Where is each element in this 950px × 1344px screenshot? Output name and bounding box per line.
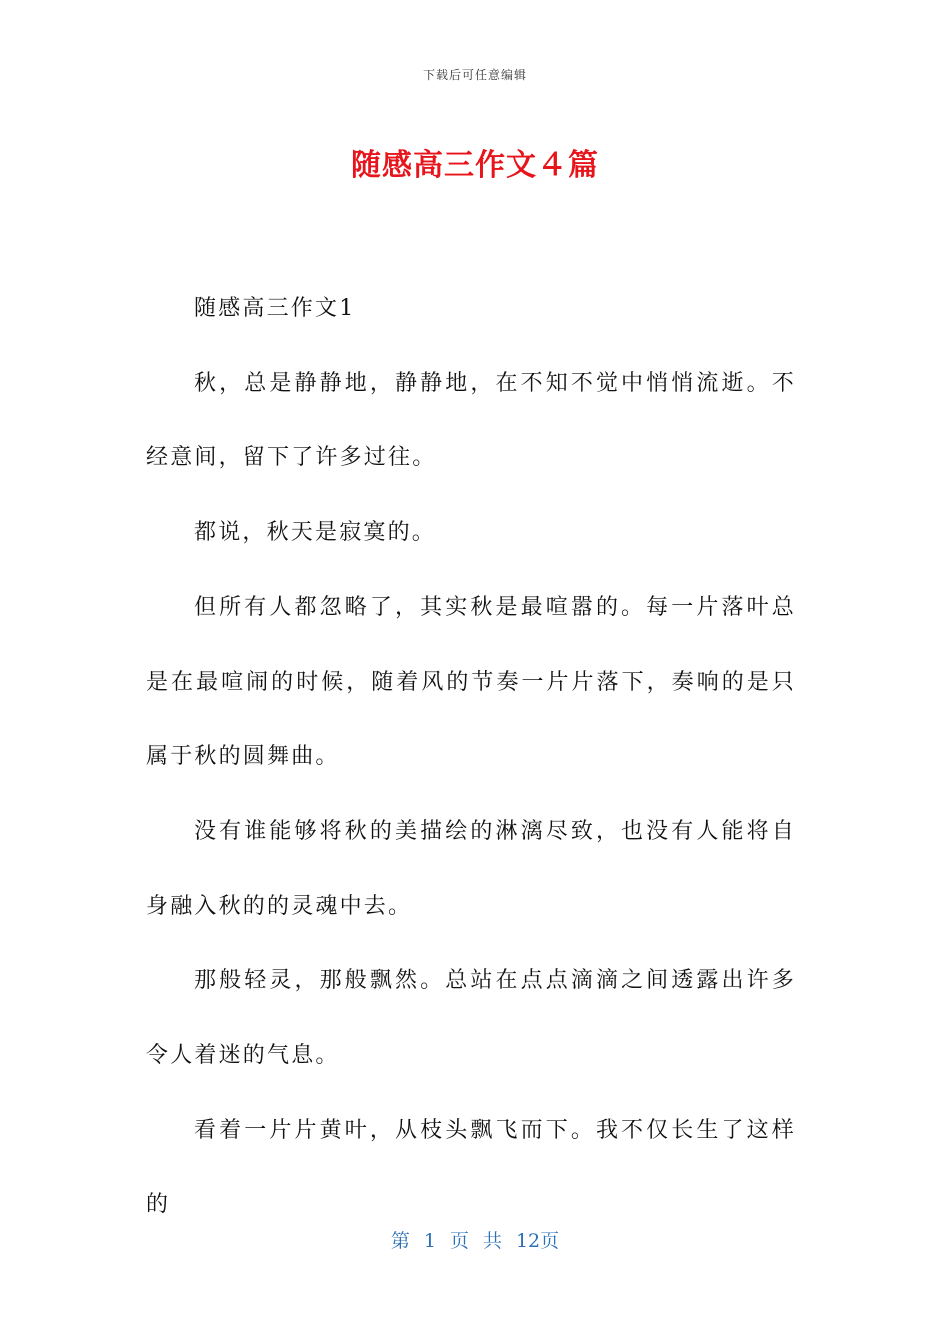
header-note: 下载后可任意编辑 (422, 68, 527, 82)
paragraph: 那般轻灵，那般飘然。总站在点点滴滴之间透露出许多令人着迷的气息。 (146, 968, 796, 1069)
footer-prefix: 第 (390, 1230, 410, 1252)
paragraph-section-heading: 随感高三作文1 (194, 296, 356, 321)
page-footer (0, 1226, 950, 1253)
paragraph: 没有谁能够将秋的美描绘的淋漓尽致，也没有人能将自身融入秋的的灵魂中去。 (146, 818, 796, 919)
document-title: 随感高三作文４篇 (351, 148, 599, 183)
paragraph: 看着一片片黄叶，从枝头飘飞而下。我不仅长生了这样的 (146, 1117, 796, 1218)
footer-total-pages: 12页 (515, 1230, 560, 1252)
footer-page-word: 页 (449, 1230, 469, 1252)
footer-current-page: 1 (423, 1230, 436, 1252)
document-body (146, 272, 796, 1243)
paragraph: 但所有人都忽略了，其实秋是最喧嚣的。每一片落叶总是在最喧闹的时候，随着风的节奏一片片落下，奏响的是只属于秋的圆舞曲。 (146, 594, 796, 770)
paragraph: 都说，秋天是寂寞的。 (194, 520, 437, 546)
paragraph: 秋，总是静静地，静静地，在不知不觉中悄悄流逝。不经意间，留下了许多过往。 (146, 370, 796, 471)
footer-total-word: 共 (482, 1230, 502, 1252)
